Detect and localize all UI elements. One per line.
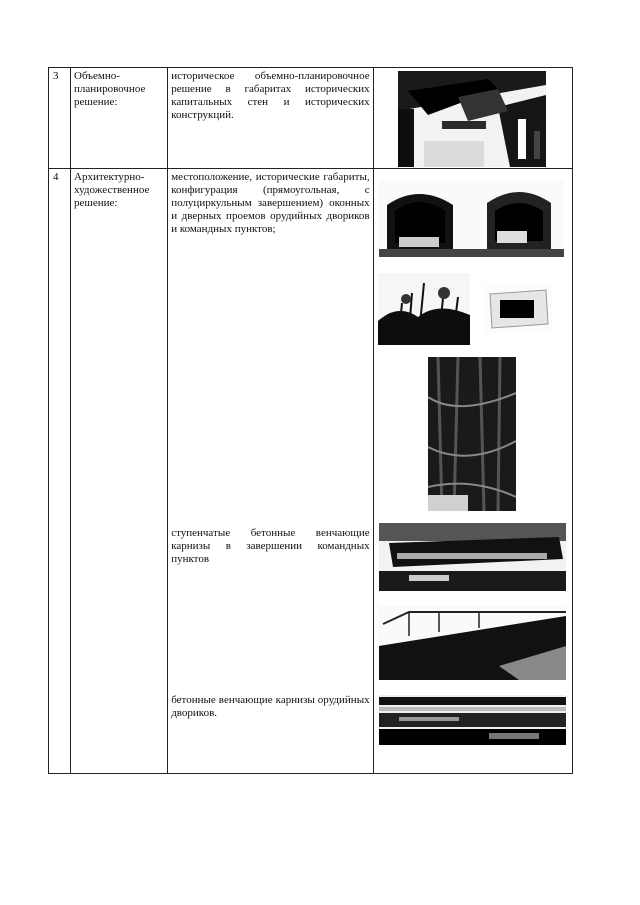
bridge-structure-photo	[398, 71, 546, 167]
feature-description-cornices-gun: бетонные венчающие карнизы орудийных двориков.	[171, 694, 370, 719]
concrete-block-photo	[484, 284, 552, 334]
table-row	[49, 169, 573, 774]
feature-name-cell	[71, 68, 168, 169]
feature-description: историческое объемно-планировочное решение в габаритах исторических капитальных стен и исторических конструкций.	[171, 70, 370, 121]
row-number: 4	[53, 171, 59, 183]
row-number: 3	[53, 70, 59, 82]
feature-description-cell	[168, 169, 373, 774]
table-row	[49, 68, 573, 169]
gun-yard-cornice-photo	[379, 695, 566, 745]
arched-openings-photo	[379, 181, 564, 257]
feature-description-cell	[168, 68, 373, 169]
feature-description-cornices-command: ступенчатые бетонные венчающие карнизы в завершении командных пунктов	[171, 527, 370, 565]
photo-cell	[373, 68, 572, 169]
row-number-cell	[49, 169, 71, 774]
feature-description-openings: местоположение, исторические габариты, конфигурация (прямоугольная, с полуциркульным завершением) оконных и дверных проемов орудийных двориков и командных пунктов;	[171, 171, 370, 235]
feature-name: Архитектурно-художественное решение:	[74, 171, 150, 209]
stepped-cornice-photo	[379, 523, 566, 591]
stepped-cornice-railing-photo	[379, 606, 566, 680]
feature-name-cell	[71, 169, 168, 774]
features-table	[48, 67, 573, 774]
overgrown-bunker-photo	[378, 273, 470, 345]
feature-name: Объемно-планировочное решение:	[74, 70, 146, 108]
ivy-wall-photo	[428, 357, 516, 511]
row-number-cell	[49, 68, 71, 169]
photo-cell	[373, 169, 572, 774]
